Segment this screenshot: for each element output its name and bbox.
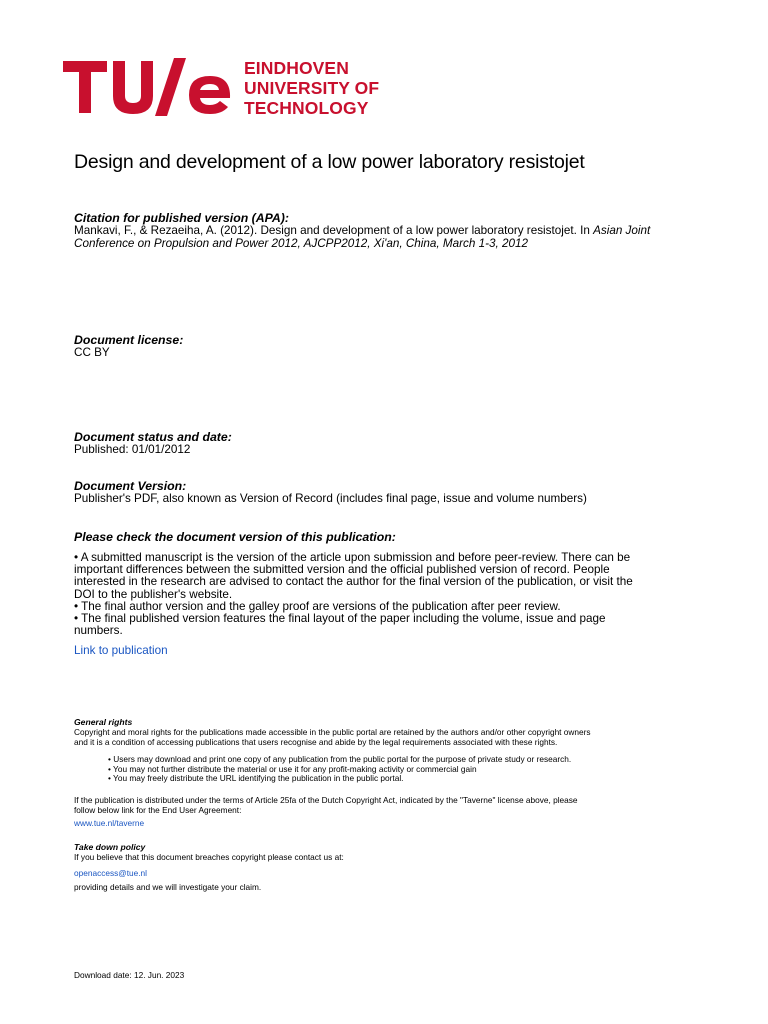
rights-line: Copyright and moral rights for the publications made accessible in the public portal are retained by the authors and/or other copyright owners xyxy=(74,727,591,737)
citation-line-1 xyxy=(74,225,714,238)
check-line: important differences between the submitted version and the official published version of record. People xyxy=(74,563,610,577)
university-name xyxy=(244,58,379,118)
rights-bullets xyxy=(108,755,571,784)
check-version-list xyxy=(74,552,714,637)
version-section xyxy=(74,480,714,506)
tue-logo-mark xyxy=(63,58,233,116)
citation-line-2: Conference on Propulsion and Power 2012, AJCPP2012, Xi'an, China, March 1-3, 2012 xyxy=(74,236,528,250)
openaccess-email-link[interactable]: openaccess@tue.nl xyxy=(74,868,147,878)
takedown-heading: Take down policy xyxy=(74,842,146,852)
takedown-after: providing details and we will investigate your claim. xyxy=(74,882,262,892)
rights-line: and it is a condition of accessing publications that users recognise and abide by the legal requirements associated with these rights. xyxy=(74,737,558,747)
university-name-line-3: TECHNOLOGY xyxy=(244,98,369,118)
version-value: Publisher's PDF, also known as Version of Record (includes final page, issue and volume numbers) xyxy=(74,492,587,505)
status-label: Document status and date: xyxy=(74,430,232,444)
status-section xyxy=(74,431,714,457)
document-title: Design and development of a low power laboratory resistojet xyxy=(74,151,585,173)
check-line: • The final published version features the final layout of the paper including the volume, issue and page xyxy=(74,612,606,626)
download-date: Download date: 12. Jun. 2023 xyxy=(74,970,185,980)
citation-label: Citation for published version (APA): xyxy=(74,211,289,225)
check-line: DOI to the publisher's website. xyxy=(74,587,233,601)
rights-bullet: • Users may download and print one copy of any publication from the public portal for the purpose of private study or research. xyxy=(108,754,572,764)
university-name-line-1: EINDHOVEN xyxy=(244,58,349,78)
taverne-line: If the publication is distributed under the terms of Article 25fa of the Dutch Copyright Act, indicated by the "Taverne" license above, please xyxy=(74,795,578,805)
check-line: interested in the research are advised to contact the author for the final version of the publication, or visit the xyxy=(74,575,633,589)
takedown-line: If you believe that this document breaches copyright please contact us at: xyxy=(74,852,344,862)
taverne-line: follow below link for the End User Agreement: xyxy=(74,805,242,815)
check-line: • A submitted manuscript is the version of the article upon submission and before peer-review. There can be xyxy=(74,551,631,564)
tue-logo xyxy=(63,58,233,116)
citation-conference-start: Asian Joint xyxy=(593,224,651,237)
takedown-section xyxy=(74,842,724,862)
version-label: Document Version: xyxy=(74,479,187,493)
license-label: Document license: xyxy=(74,333,184,347)
license-value: CC BY xyxy=(74,346,110,359)
link-to-publication[interactable]: Link to publication xyxy=(74,644,168,657)
check-version-heading: Please check the document version of this publication: xyxy=(74,530,396,544)
university-name-line-2: UNIVERSITY OF xyxy=(244,78,380,98)
taverne-link[interactable]: www.tue.nl/taverne xyxy=(74,818,145,828)
check-line: • The final author version and the galley proof are versions of the publication after peer review. xyxy=(74,599,561,613)
citation-text: Mankavi, F., & Rezaeiha, A. (2012). Design and development of a low power laboratory resistojet. In xyxy=(74,224,594,237)
rights-bullet: • You may not further distribute the material or use it for any profit-making activity or commercial gain xyxy=(108,763,477,774)
rights-bullet: • You may freely distribute the URL identifying the publication in the public portal. xyxy=(108,773,404,783)
general-rights-heading: General rights xyxy=(74,717,133,727)
status-value: Published: 01/01/2012 xyxy=(74,443,191,456)
check-line: numbers. xyxy=(74,624,123,638)
taverne-section xyxy=(74,795,724,815)
license-section xyxy=(74,334,714,360)
general-rights-section xyxy=(74,717,724,747)
citation-section xyxy=(74,212,714,250)
